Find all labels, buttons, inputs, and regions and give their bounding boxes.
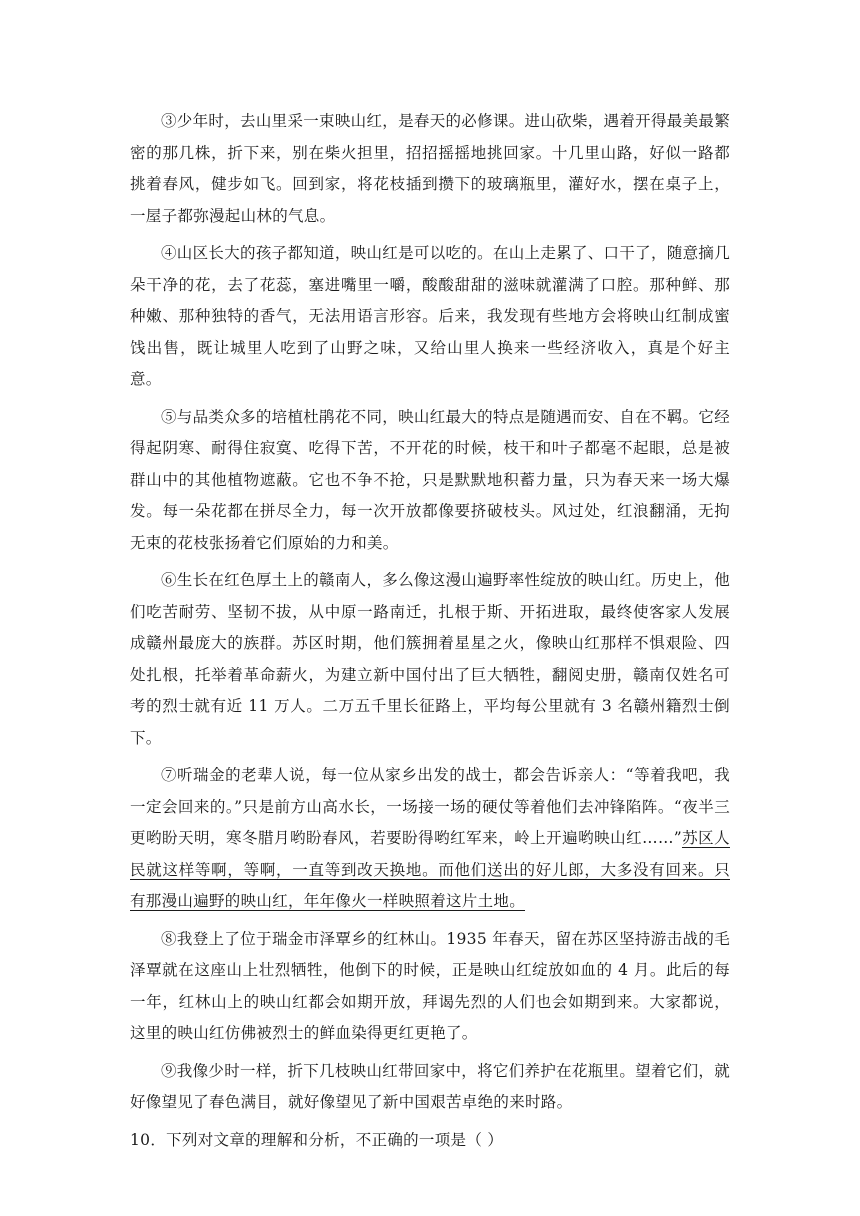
paragraph-7-text: ⑦听瑞金的老辈人说，每一位从家乡出发的战士，都会告诉亲人：“等着我吧，我一定会回来的。”只是前方山高水长，一场接一场的硬仗等着他们去冲锋陷阵。“夜半三更哟盼天明，寒冬腊月哟盼春风，若要盼得哟红军来，岭上开遍哟映山红……” (130, 766, 730, 847)
document-page (130, 106, 730, 1156)
paragraph-7 (130, 760, 730, 918)
paragraph-5: ⑤与品类众多的培植杜鹃花不同，映山红最大的特点是随遇而安、自在不羁。它经得起阴寒、耐得住寂寞、吃得下苦，不开花的时候，枝干和叶子都毫不起眼，总是被群山中的其他植物遮蔽。它也不争不抢，只是默默地积蓄力量，只为春天来一场大爆发。每一朵花都在拼尽全力，每一次开放都像要挤破枝头。风过处，红浪翻涌，无拘无束的花枝张扬着它们原始的力和美。 (130, 407, 730, 552)
paragraph-7-underlined-text: 苏区人民就这样等啊，等啊，一直等到改天换地。而他们送出的好儿郎，大多没有回来。只有那漫山遍野的映山红，年年像火一样映照着这片土地。 (130, 829, 730, 910)
paragraph-3: ③少年时，去山里采一束映山红，是春天的必修课。进山砍柴，遇着开得最美最繁密的那几株，折下来，别在柴火担里，招招摇摇地挑回家。十几里山路，好似一路都挑着春风，健步如飞。回到家，将花枝插到攒下的玻璃瓶里，灌好水，摆在桌子上，一屋子都弥漫起山林的气息。 (130, 112, 730, 225)
paragraph-9: ⑨我像少时一样，折下几枝映山红带回家中，将它们养护在花瓶里。望着它们，就好像望见了春色满目，就好像望见了新中国艰苦卓绝的来时路。 (130, 1061, 730, 1111)
question-10: 10．下列对文章的理解和分析，不正确的一项是（ ） (130, 1130, 504, 1149)
paragraph-8: ⑧我登上了位于瑞金市泽覃乡的红林山。1935 年春天，留在苏区坚持游击战的毛泽覃就在这座山上壮烈牺牲，他倒下的时候，正是映山红绽放如血的 4 月。此后的每一年，红林山上的映山红都会如期开放，拜谒先烈的人们也会如期到来。大家都说，这里的映山红仿佛被烈士的鲜血染得更红更艳了。 (130, 929, 730, 1042)
paragraph-6: ⑥生长在红色厚土上的赣南人，多么像这漫山遍野率性绽放的映山红。历史上，他们吃苦耐劳、坚韧不拔，从中原一路南迁，扎根于斯、开拓进取，最终使客家人发展成赣州最庞大的族群。苏区时期，他们簇拥着星星之火，像映山红那样不惧艰险、四处扎根，托举着革命薪火，为建立新中国付出了巨大牺牲，翻阅史册，赣南仅姓名可考的烈士就有近 11 万人。二万五千里长征路上，平均每公里就有 3 名赣州籍烈士倒下。 (130, 571, 730, 747)
paragraph-4: ④山区长大的孩子都知道，映山红是可以吃的。在山上走累了、口干了，随意摘几朵干净的花，去了花蕊，塞进嘴里一嚼，酸酸甜甜的滋味就灌满了口腔。那种鲜、那种嫩、那种独特的香气，无法用语言形容。后来，我发现有些地方会将映山红制成蜜饯出售，既让城里人吃到了山野之味，又给山里人换来一些经济收入，真是个好主意。 (130, 244, 730, 388)
